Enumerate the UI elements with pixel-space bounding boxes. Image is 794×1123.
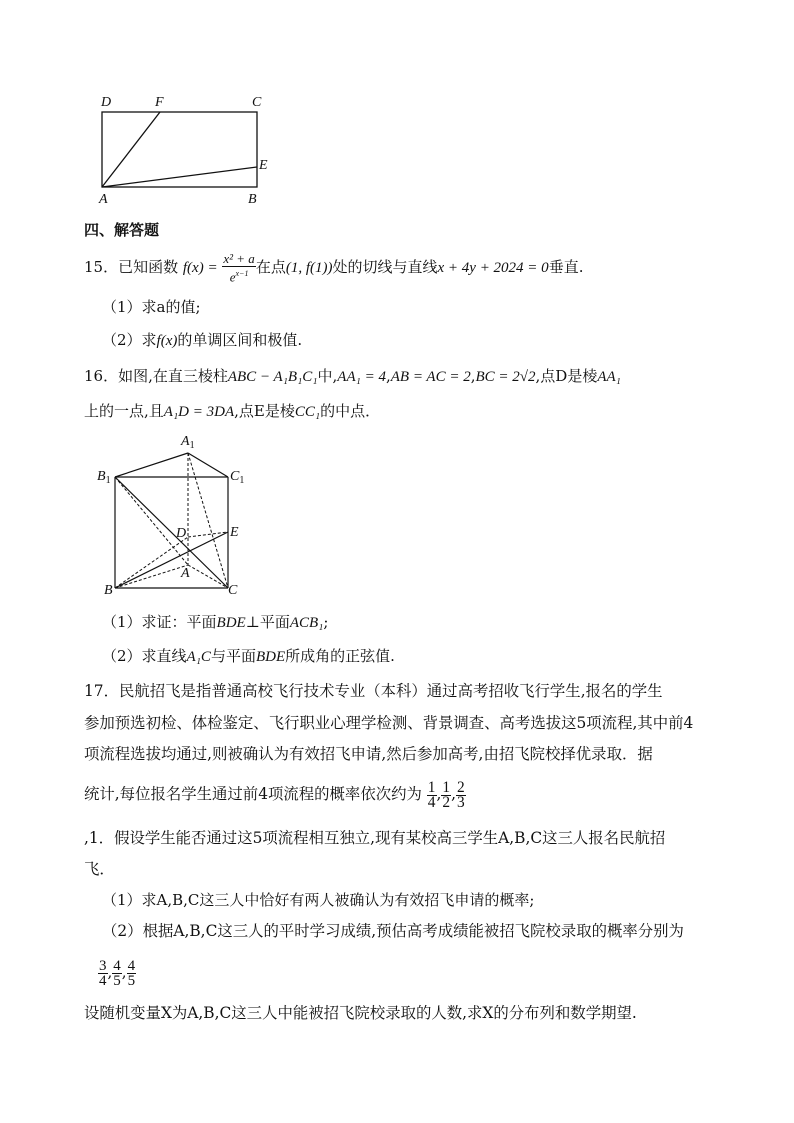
section-title: 四、解答题 bbox=[84, 221, 160, 239]
q16-prism: ABC − A₁B₁C₁ bbox=[227, 369, 318, 385]
prism-figure bbox=[100, 435, 260, 605]
segment-af bbox=[102, 112, 160, 187]
q16-plane-bde: BDE bbox=[216, 615, 246, 631]
q17-frac-4: $\frac{3}{4}$ bbox=[99, 957, 107, 989]
q15-pre: 已知函数 bbox=[118, 258, 179, 277]
q15-exp: x−1 bbox=[235, 269, 249, 278]
q17-line6: 飞． bbox=[84, 860, 115, 878]
label-a: A bbox=[99, 192, 108, 207]
q17-fractions-2: $\frac{3}{4}$ , $\frac{4}{5}$ , $\frac{4}{5}$ bbox=[99, 957, 136, 989]
q15-frac-numerator: x² + a bbox=[223, 251, 255, 266]
q17-line1: 17．民航招飞是指普通高校飞行技术专业（本科）通过高考招收飞行学生,报名的学生 bbox=[84, 682, 663, 700]
q15-fraction bbox=[222, 252, 255, 284]
q15-line-eq: x + 4y + 2024 = 0 bbox=[437, 260, 549, 277]
label-c1: $C_1$ bbox=[230, 469, 245, 486]
label-b1: $B_1$ bbox=[97, 469, 111, 486]
q16-edge-aa1: AA₁ bbox=[597, 369, 621, 385]
segment-ae bbox=[102, 167, 257, 187]
q17-part2: （2）根据A,B,C这三人的平时学习成绩,预估高考成绩能被招飞院校录取的概率分别为 bbox=[102, 922, 684, 940]
q16-line-a1c: A₁C bbox=[186, 649, 211, 665]
q17-part1: （1）求A,B,C这三人中恰好有两人被确认为有效招飞申请的概率; bbox=[102, 891, 535, 909]
q15-stem bbox=[84, 252, 583, 284]
q15-mid: 在点 bbox=[255, 258, 286, 277]
q15-part2: （2）求f(x)的单调区间和极值. bbox=[102, 331, 303, 349]
segment-b-e bbox=[115, 532, 228, 588]
q16-line1: 16．如图,在直三棱柱ABC − A₁B₁C₁中,AA₁ = 4,AB = AC = 2,BC = 2√2,点D是棱AA₁ bbox=[84, 367, 621, 385]
q16-plane-acb1: ACB₁ bbox=[289, 615, 324, 631]
q17-frac-1: $\frac{1}{4}$ bbox=[427, 778, 436, 811]
q15-fx: f(x) = bbox=[182, 260, 218, 277]
label-d2: D bbox=[176, 526, 187, 541]
q16-aa1: AA₁ = 4 bbox=[337, 369, 386, 385]
q17-frac-2: $\frac{1}{2}$ bbox=[442, 778, 451, 811]
q17-line2: 参加预选初检、体检鉴定、飞行职业心理学检测、背景调查、高考选拔这5项流程,其中前4 bbox=[84, 714, 694, 732]
q15-frac-denominator: $e^{x-1}$ bbox=[229, 269, 249, 285]
rectangle-abcd bbox=[102, 112, 257, 187]
label-f: F bbox=[155, 95, 164, 110]
q16-ab-ac: AB = AC = 2 bbox=[390, 369, 471, 385]
q17-frac-3: $\frac{2}{3}$ bbox=[457, 778, 465, 811]
label-d: D bbox=[101, 95, 112, 110]
label-e2: E bbox=[230, 525, 239, 540]
q16-plane-bde-2: BDE bbox=[255, 649, 286, 665]
edge-b1-a1 bbox=[115, 453, 188, 477]
q17-line4: 统计,每位报名学生通过前4项流程的概率依次约为 $\frac{1}{4}$ , $\frac{1}{2}$ , $\frac{2}{3}$ bbox=[84, 778, 465, 811]
q15-part2-fx: f(x) bbox=[156, 333, 178, 349]
q15-post: 处的切线与直线 bbox=[332, 258, 438, 277]
q16-cc1: CC₁ bbox=[294, 404, 321, 420]
q15-part1: （1）求a的值; bbox=[102, 298, 201, 316]
label-e: E bbox=[259, 158, 268, 173]
q16-part2: （2）求直线A₁C与平面BDE所成角的正弦值. bbox=[102, 647, 395, 665]
q17-line3: 项流程选拔均通过,则被确认为有效招飞申请,然后参加高考,由招飞院校择优录取．据 bbox=[84, 745, 653, 763]
q17-frac-5: $\frac{4}{5}$ bbox=[113, 957, 121, 989]
q16-part1: （1）求证：平面BDE⊥平面ACB₁; bbox=[102, 613, 329, 631]
label-c2: C bbox=[228, 583, 238, 598]
segment-b-d bbox=[115, 537, 188, 588]
label-c: C bbox=[252, 95, 262, 110]
q15-end: 垂直. bbox=[548, 258, 584, 277]
segment-b1-a bbox=[115, 477, 188, 565]
q16-bc: BC = 2√2 bbox=[475, 369, 536, 385]
q17-line7: 设随机变量X为A,B,C这三人中能被招飞院校录取的人数,求X的分布列和数学期望. bbox=[84, 1004, 637, 1022]
label-a2: A bbox=[181, 566, 190, 581]
label-b: B bbox=[248, 192, 257, 207]
q17-frac-6: $\frac{4}{5}$ bbox=[127, 957, 136, 989]
q16-line2: 上的一点,且A₁D = 3DA,点E是棱CC₁的中点． bbox=[84, 402, 381, 420]
q16-a1d: A₁D = 3DA bbox=[163, 404, 235, 420]
label-a1: $A_1$ bbox=[181, 434, 195, 451]
edge-b-a bbox=[115, 565, 188, 588]
q15-number: 15． bbox=[84, 258, 119, 277]
q17-line5: ,1．假设学生能否通过这5项流程相互独立,现有某校高三学生A,B,C这三人报名民航招 bbox=[84, 829, 666, 847]
label-b2: B bbox=[104, 583, 113, 598]
q15-point: (1, f(1)) bbox=[285, 260, 333, 277]
